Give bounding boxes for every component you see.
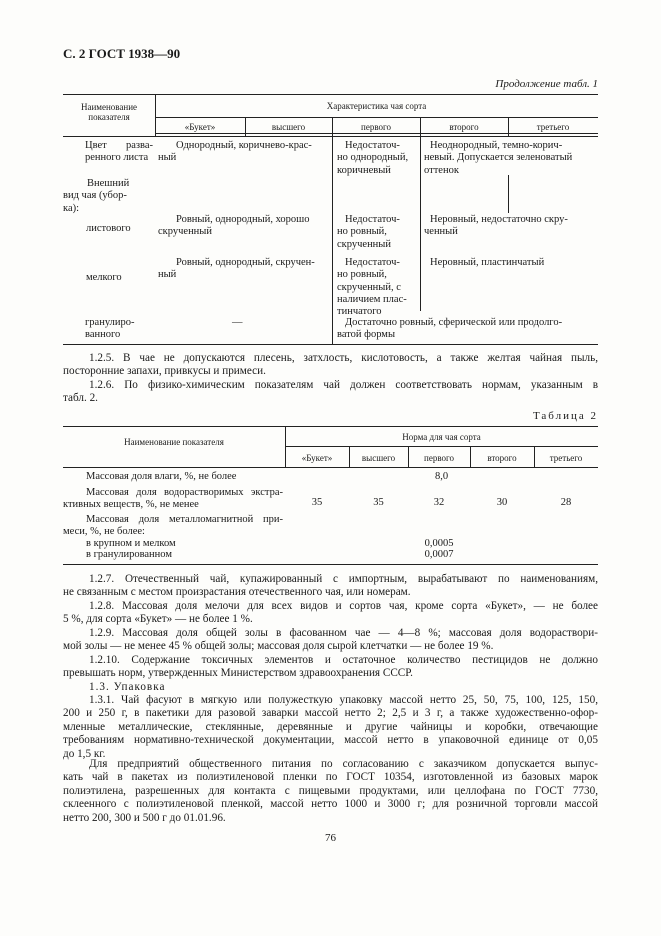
section-heading-packaging: 1.3. Упаковка <box>89 681 166 693</box>
cell-color-premium: Однородный, коричнево-крас- ный <box>158 140 312 164</box>
row-name-leaf: листового <box>86 223 131 234</box>
page-header: С. 2 ГОСТ 1938—90 <box>63 46 181 61</box>
value-metal-granulated: 0,0007 <box>424 549 454 560</box>
cell-fine-first: Недостаточ- но ровный, скрученный, с наличием плас- тинчатого <box>337 257 407 318</box>
table2-grade-header: второго <box>487 453 517 463</box>
table2-group-header: Норма для чая сорта <box>402 432 481 442</box>
table1-group-header: Характеристика чая сорта <box>326 101 427 111</box>
paragraph-1-2-6: 1.2.6. По физико-химическим показателям чай должен соответствовать нормам, указанным в табл. 2. <box>63 379 598 405</box>
paragraph-1-2-5: 1.2.5. В чае не допускаются плесень, затхлость, кислотовость, а также желтая чайная пыль, посторонние запахи, привкусы и примеси. <box>63 352 598 378</box>
table2-caption: Таблица 2 <box>532 410 598 422</box>
table2-grade-header: первого <box>424 453 454 463</box>
row-name-metal-large: в крупном и мелком <box>86 538 176 549</box>
paragraph-public-catering: Для предприятий общественного питания по согласованию с заказчиком допускается выпус- кать чай в пакетах из полиэтиленовой пленки по ГОСТ 10354, изготовленной из базовых марок полиэтилена, разрешенных для контакта с пищевыми продуктами, или целлофана по ГОСТ 7730, склеенного с полиэтиленовой пленкой, массой нетто 1000 и 3000 г; для розничной торговли массой нетто 200, 300 и 500 г до 01.01.96. <box>63 758 598 824</box>
row-name-extract: Массовая доля водорастворимых экстра- ктивных веществ, %, не менее <box>63 487 283 510</box>
paragraph-1-3-1: 1.3.1. Чай фасуют в мягкую или полужесткую упаковку массой нетто 25, 50, 75, 100, 125, 150, 200 и 250 г, в пакетики для разовой заварки массой нетто 2; 2,5 и 3 г, а также художественно-офор- мленные металлические, стеклянные, деревянные и другие чайницы и коробки, отвечающие требованиям нормативно-технической документации, массой нетто в упаковочной единице от 0,05 до 1,5 кг. <box>63 694 598 760</box>
row-name-color: Цвет разва- ренного листа <box>85 140 153 164</box>
table1-grade-header: высшего <box>271 122 306 132</box>
value-extract-third: 28 <box>560 497 572 508</box>
value-metal-large: 0,0005 <box>424 538 454 549</box>
cell-granulated-premium: — <box>232 317 243 328</box>
paragraph-1-2-7: 1.2.7. Отечественный чай, купажированный с импортным, вырабатывают по наименованиям, не связанным с местом произрастания отечественного чая, или номерам. <box>63 573 598 599</box>
row-name-metal: Массовая доля металломагнитной при- меси, %, не более: <box>63 514 283 537</box>
row-name-moisture: Массовая доля влаги, %, не более <box>86 471 237 482</box>
table1-grade-header: «Букет» <box>184 122 216 132</box>
table-continuation-label: Продолжение табл. 1 <box>495 78 598 90</box>
table1-grade-header: третьего <box>536 122 570 132</box>
table1-grade-header: первого <box>361 122 391 132</box>
cell-fine-second-third: Неровный, пластинчатый <box>430 257 545 268</box>
table2-grade-header: «Букет» <box>301 453 333 463</box>
paragraph-1-2-9: 1.2.9. Массовая доля общей золы в фасованном чае — 4—8 %; массовая доля водораствори- мой золы — не менее 45 % общей золы; массовая доля сырой клетчатки — не более 19 %. <box>63 627 598 653</box>
cell-leaf-second-third: Неровный, недостаточно скру- ченный <box>424 214 568 238</box>
page-number: 76 <box>325 832 336 844</box>
row-name-granulated: гранулиро- ванного <box>85 317 135 341</box>
table2-name-header: Наименование показателя <box>124 437 224 447</box>
cell-color-second-third: Неоднородный, темно-корич- невый. Допускается зеленоватый оттенок <box>424 140 573 176</box>
cell-leaf-premium: Ровный, однородный, хорошо скрученный <box>158 214 310 238</box>
cell-color-first: Недостаточ- но однородный, коричневый <box>337 140 409 176</box>
row-name-fine: мелкого <box>86 272 122 283</box>
table2-grade-header: высшего <box>361 453 396 463</box>
table1-name-header: Наименование показателя <box>80 102 138 122</box>
table1-grade-header: второго <box>449 122 479 132</box>
cell-leaf-first: Недостаточ- но ровный, скрученный <box>337 214 400 250</box>
value-extract-first: 32 <box>433 497 445 508</box>
cell-granulated-lower: Достаточно ровный, сферической или продолго- ватой формы <box>337 317 563 341</box>
value-extract-premium: 35 <box>373 497 384 508</box>
value-extract-second: 30 <box>496 497 508 508</box>
paragraph-1-2-10: 1.2.10. Содержание токсичных элементов и остаточное количество пестицидов не должно превышать норм, утвержденных Министерством здравоохранения СССР. <box>63 654 598 680</box>
paragraph-1-2-8: 1.2.8. Массовая доля мелочи для всех видов и сортов чая, кроме сорта «Букет», — не более 5 %, для сорта «Букет» — не более 1 %. <box>63 600 598 626</box>
value-extract-buket: 35 <box>311 497 323 508</box>
row-name-metal-granulated: в гранулированном <box>86 549 172 560</box>
row-name-appearance: Внешний вид чая (убор- ка): <box>63 178 130 214</box>
cell-fine-premium: Ровный, однородный, скручен- ный <box>158 257 315 281</box>
table2-grade-header: третьего <box>549 453 583 463</box>
value-moisture: 8,0 <box>434 471 449 482</box>
